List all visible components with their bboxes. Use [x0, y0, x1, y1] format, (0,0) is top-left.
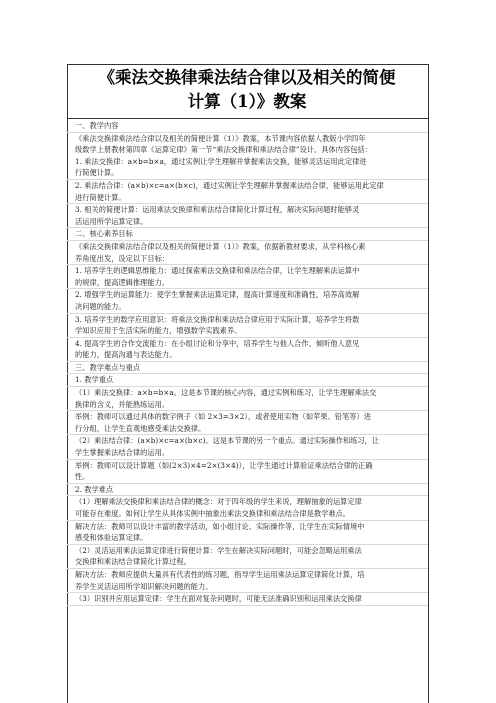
paragraph: [67, 460, 428, 484]
text-line: 2. 乘法结合律：(a×b)×c=a×(b×c)，通过实例让学生理解并掌握乘法结合律，能够运用此定律: [75, 180, 384, 190]
text-line: 活运用所学运算定律。: [75, 216, 148, 226]
text-line: 的能力，提高沟通与表达能力。: [75, 350, 177, 360]
paragraph: [67, 496, 428, 520]
text-line: 3. 相关的简便计算：运用乘法交换律和乘法结合律简化计算过程，解决实际问题时能够灵: [75, 205, 360, 215]
text-line: （2）灵活运用乘法运算定律进行简便计算：学生在解决实际问题时，可能会忽略运用乘法: [75, 545, 362, 555]
text-line: 学知识应用于生活实际的能力，增强数学实践素养。: [75, 326, 242, 336]
paragraph: [67, 265, 428, 289]
title-divider: [67, 118, 429, 119]
text-line: 3. 培养学生的数学应用意识：将乘法交换律和乘法结合律应用于实际计算，培养学生将数: [75, 314, 360, 324]
text-line: 二、核心素养目标: [75, 229, 133, 239]
text-line: 交换律和乘法结合律简化计算过程。: [75, 557, 191, 567]
text-line: 学生掌握乘法结合律的运用。: [75, 448, 170, 458]
paragraph: [67, 314, 428, 338]
text-line: 《乘法交换律乘法结合律以及相关的简便计算（1）》教案，本节课内容依据人教版小学四年: [75, 133, 366, 143]
paragraph: [67, 545, 428, 569]
text-line: 决问题的能力。: [75, 301, 126, 311]
text-line: 《乘法交换律乘法结合律以及相关的简便计算（1）》教案，依据新教材要求，从学科核心素: [75, 241, 366, 251]
paragraph: [67, 289, 428, 313]
text-line: 举例：教师可以通过具体的数字例子（如 2×3=3×2），或者使用实物（如苹果、铅笔等）进: [75, 412, 371, 422]
paragraph: [67, 133, 428, 180]
paragraph: [67, 484, 428, 497]
text-line: 性。: [75, 472, 90, 482]
text-line: 2. 增强学生的运算能力：使学生掌握乘法运算定律，提高计算速度和准确性，培养高效解: [75, 290, 360, 300]
text-line: 解决方法：教师可以设计丰富的教学活动，如小组讨论、实际操作等，让学生在实际情境中: [75, 521, 365, 531]
text-line: 进行简便计算。: [75, 192, 126, 202]
paragraph: [67, 374, 428, 387]
text-line: 三、教学难点与重点: [75, 362, 141, 372]
text-line: 1. 教学重点: [75, 375, 114, 385]
text-line: 级数学上册教材第四章《运算定律》第一节“乘法交换律和乘法结合律”设计。具体内容包括：: [75, 145, 372, 155]
paragraph: [67, 338, 428, 362]
text-line: 的规律，提高逻辑推理能力。: [75, 277, 170, 287]
text-line: （3）识别并应用运算定律：学生在面对复杂问题时，可能无法准确识别和运用乘法交换律: [75, 594, 362, 604]
document-body: [75, 120, 421, 606]
paragraph: [67, 241, 428, 265]
text-line: 解决方法：教师应提供大量具有代表性的练习题，指导学生运用乘法运算定律简化计算，培: [75, 569, 365, 579]
text-line: （1）理解乘法交换律和乘法结合律的概念：对于四年级的学生来说，理解抽象的运算定律: [75, 497, 362, 507]
paragraph: [67, 593, 428, 606]
paragraph: [67, 521, 428, 545]
paragraph: [67, 411, 428, 435]
text-line: 行简便计算。: [75, 168, 119, 178]
paragraph: [67, 569, 428, 593]
text-line: 换律的含义，并能熟练运用。: [75, 399, 170, 409]
title-line-1: 《乘法交换律乘法结合律以及相关的简便: [98, 68, 396, 87]
text-line: 可能存在难度。如何让学生从具体实例中抽象出乘法交换律和乘法结合律是教学难点。: [75, 509, 351, 518]
paragraph: [67, 180, 428, 204]
paragraph: [67, 362, 428, 375]
paragraph: [67, 435, 428, 459]
text-line: 一、教学内容: [75, 121, 119, 130]
document-title: [67, 66, 427, 114]
text-line: 感受和体验运算定律。: [75, 533, 148, 543]
text-line: （1）乘法交换律：a×b=b×a。这是本节课的核心内容，通过实例和练习，让学生理解乘法交: [75, 388, 377, 398]
paragraph: [67, 204, 428, 228]
text-line: 养学生灵活运用所学知识解决问题的能力。: [75, 581, 213, 591]
text-line: （2）乘法结合律：(a×b)×c=a×(b×c)。这是本节课的另一个重点。通过实际操作和练习，让: [75, 436, 380, 446]
text-line: 4. 提高学生的合作交流能力：在小组讨论和分享中，培养学生与他人合作、倾听他人意见: [75, 338, 360, 348]
text-line: 1. 乘法交换律：a×b=b×a，通过实例让学生理解并掌握乘法交换，能够灵活运用此定律进: [75, 156, 367, 166]
paragraph: [67, 228, 428, 241]
title-line-2: 计算（1）》教案: [187, 92, 307, 111]
text-line: 养角度出发，设定以下目标：: [75, 253, 170, 263]
text-line: 行分组，让学生直观地感受乘法交换律。: [75, 423, 206, 433]
text-line: 举例：教师可以设计算题（如(2×3)×4=2×(3×4)），让学生通过计算验证乘法结合律的正确: [75, 460, 373, 470]
text-line: 2. 教学难点: [75, 484, 114, 494]
paragraph: [67, 387, 428, 411]
text-line: 1. 培养学生的逻辑思维能力：通过探索乘法交换律和乘法结合律，让学生理解乘法运算中: [75, 266, 360, 276]
paragraph: [67, 120, 428, 133]
